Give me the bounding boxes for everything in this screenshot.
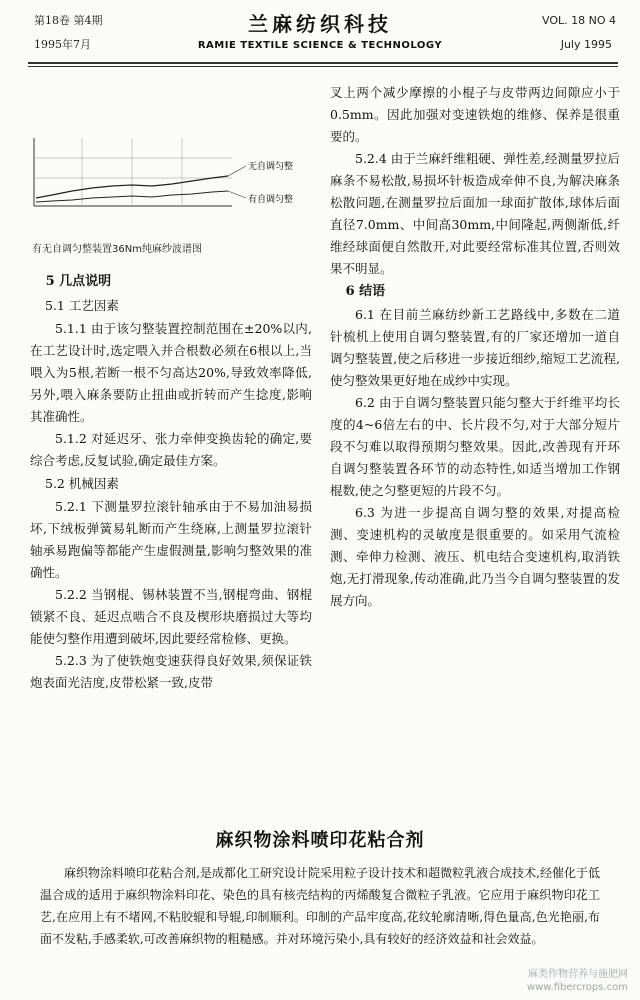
paragraph: 6.3 为进一步提高自调匀整的效果,对提高检测、变速机构的灵敏度是很重要的。如采用气流检测、牵伸力检测、液压、机电结合变速机构,取消铁炮,无打滑现象,传动准确,此乃当今自调匀整装置的发展方向。 <box>330 505 620 608</box>
spectrum-plot <box>32 118 310 228</box>
article-paragraph: 麻织物涂料喷印花粘合剂,是成都化工研究设计院采用粒子设计技术和超微粒乳液合成技术,经催化于低温合成的适用于麻织物涂料印花、染色的具有核壳结构的丙烯酸复合微粒子乳液。它应用于麻织物印花工艺,在应用上有不堵网,不粘胶辊和导辊,印制顺利。印制的产品牢度高,花纹轮廓清晰,得色量高,色光艳丽,布面不发粘,手感柔软,可改善麻织物的粗糙感。并对环境污染小,具有较好的经济效益和社会效益。 <box>40 866 600 946</box>
volume-issue-cn: 第18卷 第4期 <box>34 14 103 27</box>
paragraph: 5.2.4 由于兰麻纤维粗硬、弹性差,经测量罗拉后麻条不易松散,易损坏针板造成牵伸不良,为解决麻条松散问题,在测量罗拉后面加一球面扩散体,球体后面直径7.0mm、中间高30mm,中间隆起,两侧渐低,纤维经球面便自然散开,对此要经常标准其位置,否则效果不明显。 <box>330 151 620 276</box>
spectrum-figure <box>32 118 310 228</box>
paragraph: 6.1 在目前兰麻纺纱新工艺路线中,多数在二道针梳机上使用自调匀整装置,有的厂家还增加一道自调匀整装置,使之后移进一步接近细纱,缩短工艺流程,使匀整效果更好地在成纱中实现。 <box>330 307 620 388</box>
header-rule-thin <box>28 66 618 67</box>
paragraph: 5.2.2 当钢棍、锡林装置不当,钢棍弯曲、钢棍锁紧不良、延迟点啮合不良及楔形块磨损过大等均能使匀整作用遭到破坏,因此要经常检修、更换。 <box>30 587 312 646</box>
subsection-heading: 5.2 机械因素 <box>45 476 119 491</box>
paragraph: 叉上两个减少摩擦的小棍子与皮带两边间隙应小于0.5mm。因此加强对变速铁炮的维修、保养是很重要的。 <box>330 85 620 144</box>
watermark <box>527 968 628 994</box>
section-heading: 6 结语 <box>345 284 386 299</box>
watermark-site-name: 麻类作物营养与施肥网 <box>528 969 628 980</box>
leader-line-b <box>228 191 246 198</box>
article-title: 麻织物涂料喷印花粘合剂 <box>215 830 425 851</box>
paragraph: 5.1.1 由于该匀整装置控制范围在±20%以内,在工艺设计时,选定喂入并合根数必须在6根以上,当喂入为5根,若断一根不匀高达20%,导致效率降低,另外,喂入麻条要防止扭曲或折转而产生捻度,影响其准确性。 <box>30 321 312 424</box>
header-rule <box>28 62 618 64</box>
section-heading: 5 几点说明 <box>45 274 112 289</box>
article-body <box>40 862 600 950</box>
subsection-heading: 5.1 工艺因素 <box>45 298 119 313</box>
paragraph: 6.2 由于自调匀整装置只能匀整大于纤维平均长度的4~6倍左右的中、长片段不匀,对于大部分短片段不匀难以取得预期匀整效果。因此,改善现有开环自调匀整装置各环节的动态特性,如适当增加工作钢棍数,使之匀整更短的片段不匀。 <box>330 395 620 498</box>
watermark-url: www.fibercrops.com <box>526 982 628 993</box>
journal-title-en: RAMIE TEXTILE SCIENCE & TECHNOLOGY <box>197 40 443 51</box>
figure-caption: 有无自调匀整装置36Nm纯麻纱波谱图 <box>32 244 202 255</box>
paragraph: 5.2.1 下测量罗拉滚针轴承由于不易加油易损坏,下绒板弹簧易轧断而产生绕麻,上测量罗拉滚针轴承易跑偏等都能产生虚假测量,影响匀整效果的准确性。 <box>30 499 312 580</box>
volume-issue-en: VOL. 18 NO 4 <box>542 14 616 27</box>
right-column <box>330 82 620 612</box>
page-header <box>0 0 640 70</box>
label-with-leveller: 有自调匀整 <box>248 195 294 205</box>
date-cn: 1995年7月 <box>34 38 91 51</box>
paragraph: 5.2.3 为了使铁炮变速获得良好效果,须保证铁炮表面光洁度,皮带松紧一致,皮带 <box>30 653 312 690</box>
date-en: July 1995 <box>560 38 612 51</box>
paragraph: 5.1.2 对延迟牙、张力牵伸变换齿轮的确定,要综合考虑,反复试验,确定最佳方案。 <box>30 431 312 468</box>
left-column <box>30 270 312 694</box>
label-without-leveller: 无自调匀整 <box>248 162 294 172</box>
leader-line-a <box>228 166 246 176</box>
journal-title-cn: 兰麻纺织科技 <box>248 12 392 36</box>
